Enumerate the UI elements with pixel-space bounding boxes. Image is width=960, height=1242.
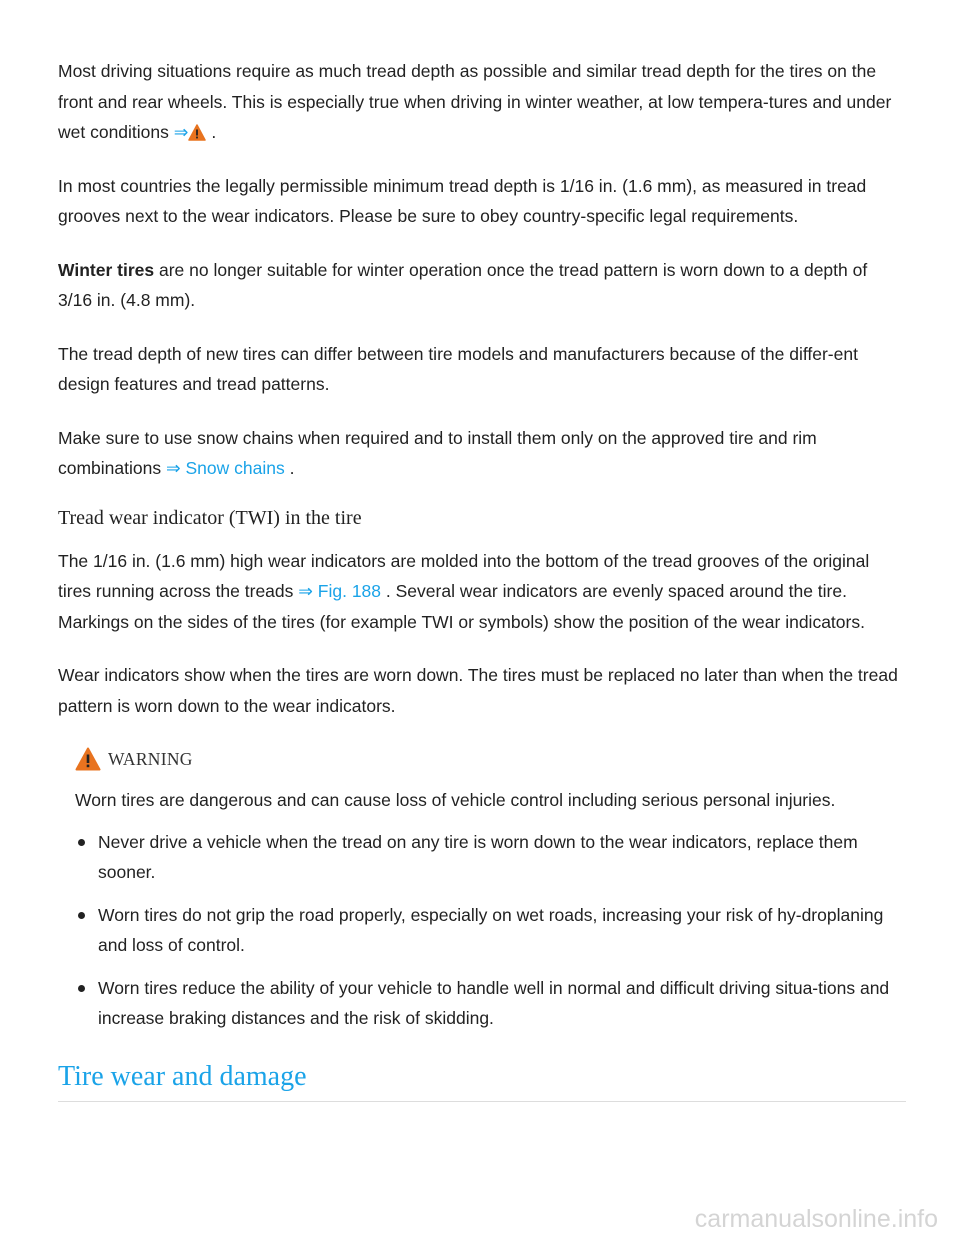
snow-chains-link[interactable]: ⇒ Snow chains	[165, 458, 285, 478]
paragraph-text: Most driving situations require as much tread depth as possible and similar tread depth for the tires on the front and rear wheels. This is especially true when driving in winter weather, at low tempera-tures and under wet conditions	[58, 61, 892, 142]
paragraph-tread-depth	[58, 56, 906, 148]
warning-intro: Worn tires are dangerous and can cause loss of vehicle control including serious personal injuries.	[75, 790, 836, 810]
twi-heading: Tread wear indicator (TWI) in the tire	[58, 506, 362, 529]
paragraph-text: are no longer suitable for winter operation once the tread pattern is worn down to a depth of 3/16 in. (4.8 mm).	[58, 259, 868, 310]
section-heading: Tire wear and damage	[58, 1057, 906, 1102]
watermark: carmanualsonline.info	[694, 1205, 938, 1233]
bullet-icon	[78, 912, 85, 919]
warning-label: WARNING	[108, 748, 193, 769]
bullet-icon	[78, 985, 85, 992]
list-item-text: Never drive a vehicle when the tread on any tire is worn down to the wear indicators, replace them sooner.	[98, 831, 858, 882]
winter-tires-term: Winter tires	[58, 259, 155, 280]
list-item	[75, 827, 906, 888]
warning-ref-link[interactable]	[174, 122, 207, 142]
paragraph-new-tires: The tread depth of new tires can differ between tire models and manufacturers because of the differ-ent design features and tread patterns.	[58, 343, 858, 394]
period: .	[284, 458, 295, 478]
paragraph-text: The 1/16 in. (1.6 mm) high wear indicators are molded into the bottom of the tread grooves of the original tires running across the treads	[58, 550, 870, 601]
manual-page	[58, 56, 906, 1102]
warning-box	[58, 744, 906, 1034]
list-item	[75, 973, 906, 1034]
period: .	[211, 122, 217, 142]
list-item	[75, 900, 906, 961]
warning-header	[75, 744, 906, 774]
paragraph-twi	[58, 546, 906, 638]
ref-arrow: ⇒	[173, 122, 189, 142]
warning-triangle-icon	[188, 124, 206, 141]
paragraph-snow-chains	[58, 423, 906, 484]
warning-body	[75, 786, 906, 1034]
warning-list	[75, 827, 906, 1034]
paragraph-wear-indicators: Wear indicators show when the tires are worn down. The tires must be replaced no later than when the tread pattern is worn down to the wear indicators.	[58, 665, 898, 716]
warning-triangle-icon	[75, 747, 101, 771]
list-item-text: Worn tires reduce the ability of your vehicle to handle well in normal and difficult driving situa-tions and increase braking distances and the risk of skidding.	[98, 977, 890, 1028]
list-item-text: Worn tires do not grip the road properly, especially on wet roads, increasing your risk of hy-droplaning and loss of control.	[98, 904, 884, 955]
paragraph-text: Make sure to use snow chains when required and to install them only on the approved tire and rim combinations	[58, 427, 817, 478]
paragraph-winter-tires	[58, 255, 906, 316]
paragraph-legal-minimum: In most countries the legally permissible minimum tread depth is 1/16 in. (1.6 mm), as measured in tread grooves next to the wear indicators. Please be sure to obey country-specific legal requirements.	[58, 175, 867, 226]
paragraph-text: . Several wear indicators are evenly spaced around the tire. Markings on the sides of the tires (for example TWI or symbols) show the position of the wear indicators.	[58, 581, 865, 632]
bullet-icon	[78, 839, 85, 846]
fig-188-link[interactable]: ⇒ Fig. 188	[298, 581, 382, 601]
